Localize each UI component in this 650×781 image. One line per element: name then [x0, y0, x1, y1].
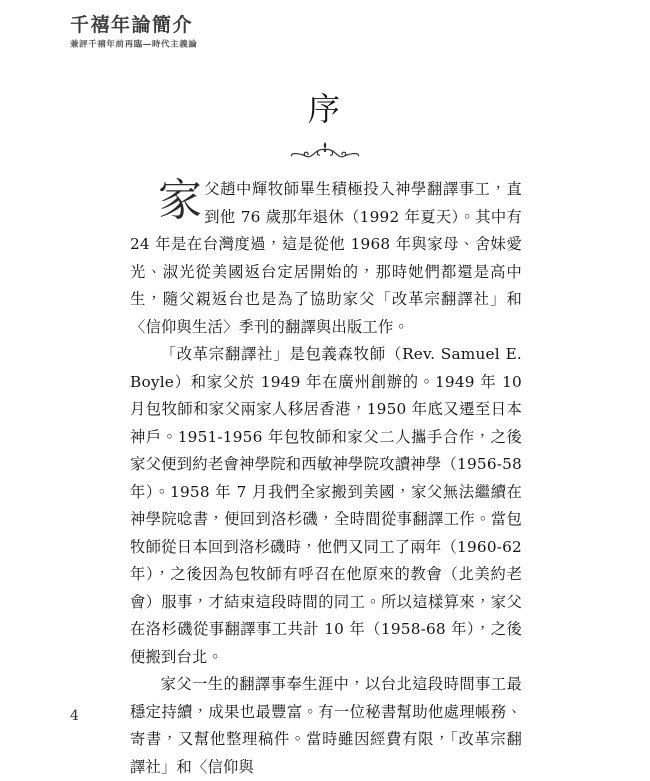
- flourish-ornament-icon: [0, 137, 650, 163]
- paragraph-text: 父趙中輝牧師畢生積極投入神學翻譯事工，直到他 76 歲那年退休（1992 年夏天）。其中有 24 年是在台灣度過，這是從他 1968 年與家母、舍妹愛光、淑光從美國返台定居開始的，那時她們都還是高中生，隨父親返台也是為了協助家父「改革宗翻譯社」和〈信仰與生活〉季刊的翻譯與出版工作。: [130, 180, 522, 336]
- paragraph-text: 家父一生的翻譯事奉生涯中，以台北這段時間事工最穩定持續，成果也最豐富。有一位秘書幫助他處理帳務、寄書，又幫他整理稿件。當時雖因經費有限，「改革宗翻譯社」和〈信仰與: [130, 675, 522, 776]
- paragraph: [130, 671, 522, 781]
- paragraph: [130, 341, 522, 671]
- paragraph: [130, 176, 522, 341]
- running-header: [70, 16, 470, 50]
- chapter-body: [130, 176, 522, 781]
- chapter-heading-block: [0, 92, 650, 163]
- paragraph-text: 「改革宗翻譯社」是包義森牧師（Rev. Samuel E. Boyle）和家父於 1949 年在廣州創辦的。1949 年 10 月包牧師和家父兩家人移居香港，1950 年底又遷至日本神戶。1951-1956 年包牧師和家父二人攜手合作，之後家父便到約老會神學院和西敏神學院攻讀神學（1956-58 年）。1958 年 7 月我們全家搬到美國，家父無法繼續在神學院唸書，便回到洛杉磯，全時間從事翻譯工作。當包牧師從日本回到洛杉磯時，他們又同工了兩年（1960-62 年），之後因為包牧師有呼召在他原來的教會（北美約老會）服事，才結束這段時間的同工。所以這樣算來，家父在洛杉磯從事翻譯事工共計 10 年（1958-68 年），之後便搬到台北。: [130, 345, 522, 666]
- book-title: 千禧年論簡介: [70, 14, 194, 36]
- page-number: 4: [70, 708, 79, 724]
- page-title: 序: [307, 90, 342, 128]
- book-subtitle: 兼評千禧年前再臨—時代主義論: [70, 40, 198, 50]
- drop-cap: 家: [158, 175, 203, 226]
